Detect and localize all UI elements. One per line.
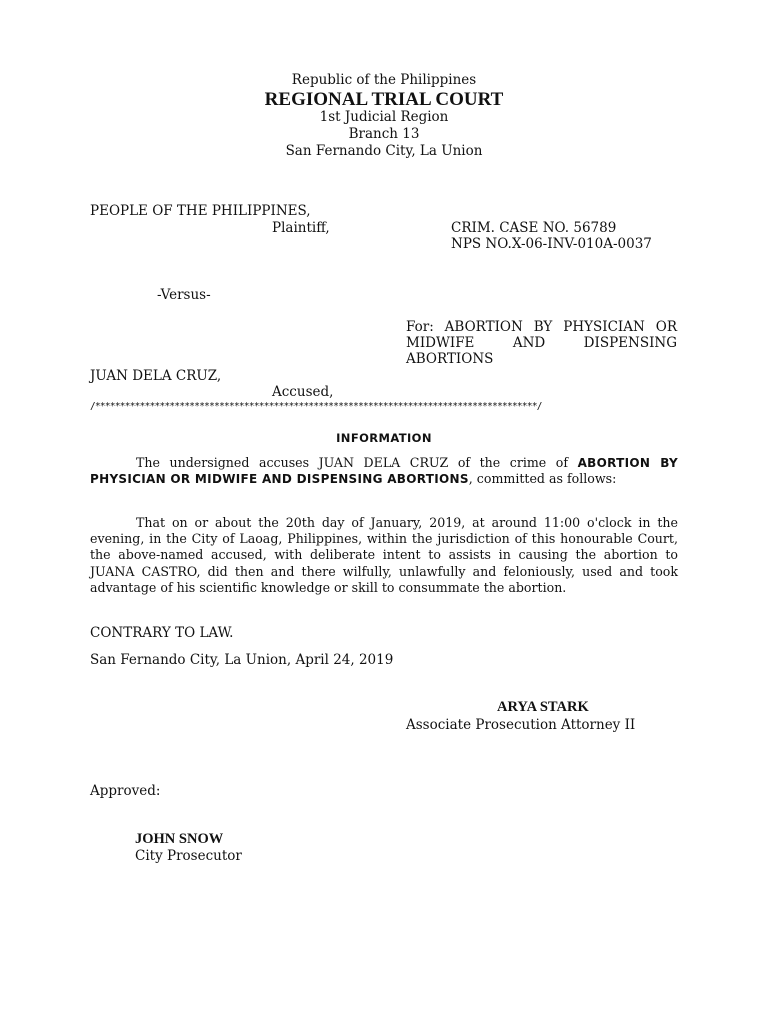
header-branch: Branch 13	[348, 126, 420, 142]
facts-paragraph: That on or about the 20th day of January, 2019, at around 11:00 o'clock in the evening, in the City of Laoag, Philippines, within the jurisdiction of this honourable Court, the above-named accused, with deliberate intent to assists in causing the abortion to JUANA CASTRO, did then and there wilfully, unlawfully and feloniously, used and took advantage of his scientific knowledge or skill to consummate the abortion.	[90, 515, 678, 595]
document-heading: INFORMATION	[336, 431, 432, 445]
approver-title: City Prosecutor	[135, 848, 242, 864]
accused-role: Accused,	[272, 384, 334, 400]
offense-line-3: ABORTIONS	[406, 351, 494, 367]
header-region: 1st Judicial Region	[319, 109, 449, 125]
header-republic: Republic of the Philippines	[291, 72, 477, 88]
header-city: San Fernando City, La Union	[285, 143, 483, 159]
approver-name: JOHN SNOW	[135, 831, 224, 847]
nps-number: NPS NO.X-06-INV-010A-0037	[451, 236, 652, 252]
signatory-name: ARYA STARK	[497, 699, 589, 715]
offense-line-1: For: ABORTION BY PHYSICIAN OR	[406, 319, 677, 335]
approved-label: Approved:	[90, 783, 161, 799]
charge-paragraph	[90, 455, 678, 487]
accused-name: JUAN DELA CRUZ,	[90, 368, 222, 384]
place-and-date: San Fernando City, La Union, April 24, 2019	[90, 652, 394, 668]
caption-divider: /*****************************************************************************************/	[90, 401, 542, 412]
plaintiff-role: Plaintiff,	[272, 220, 330, 236]
charge-text-a: The undersigned accuses JUAN DELA CRUZ of the crime of	[136, 455, 578, 470]
offense-line-2: MIDWIFE AND DISPENSING	[406, 335, 677, 351]
signatory-title: Associate Prosecution Attorney II	[406, 717, 636, 733]
case-number: CRIM. CASE NO. 56789	[451, 220, 617, 236]
contrary-to-law: CONTRARY TO LAW.	[90, 625, 234, 641]
versus-label: -Versus-	[157, 287, 211, 303]
header-court-title: REGIONAL TRIAL COURT	[264, 89, 504, 110]
plaintiff-name: PEOPLE OF THE PHILIPPINES,	[90, 203, 311, 219]
charge-text-c: , committed as follows:	[468, 471, 617, 487]
charge-offense: ABORTION BY PHYSICIAN OR MIDWIFE AND DISPENSING ABORTIONS	[90, 456, 678, 487]
